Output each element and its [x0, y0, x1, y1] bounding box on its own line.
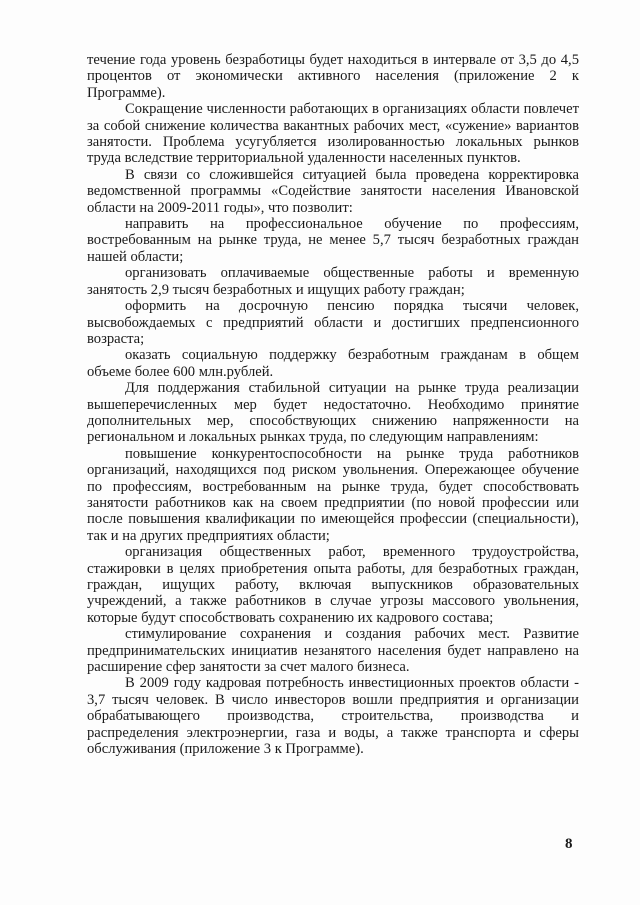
paragraph: В связи со сложившейся ситуацией была проведена корректировка ведомственной программы «Содействие занятости населения Ивановской области на 2009-2011 годы», что позволит:	[87, 166, 579, 216]
list-item: оформить на досрочную пенсию порядка тысячи человек, высвобождаемых с предприятий области и достигших предпенсионного возраста;	[87, 298, 579, 347]
list-item: организация общественных работ, временного трудоустройства, стажировки в целях приобретения опыта работы, для безработных граждан, граждан, ищущих работу, включая выпускников образовательных учреждений, а также работников в случае угрозы массового увольнения, которые будут способствовать сохранению их кадрового состава;	[87, 544, 579, 626]
paragraph: Сокращение численности работающих в организациях области повлечет за собой снижение количества вакантных рабочих мест, «сужение» вариантов занятости. Проблема усугубляется изолированностью локальных рынков труда вследствие территориальной удаленности населенных пунктов.	[87, 101, 579, 167]
list-item: направить на профессиональное обучение по профессиям, востребованным на рынке труда, не менее 5,7 тысяч безработных граждан нашей области;	[87, 216, 579, 265]
list-item: стимулирование сохранения и создания рабочих мест. Развитие предпринимательских инициатив незанятого населения будет направлено на расширение сфер занятости за счет малого бизнеса.	[87, 626, 579, 676]
paragraph: течение года уровень безработицы будет находиться в интервале от 3,5 до 4,5 процентов от экономически активного населения (приложение 2 к Программе).	[87, 52, 579, 101]
list-item: оказать социальную поддержку безработным гражданам в общем объеме более 600 млн.рублей.	[87, 347, 579, 380]
paragraph: Для поддержания стабильной ситуации на рынке труда реализации вышеперечисленных мер будет недостаточно. Необходимо принятие дополнительных мер, способствующих снижению напряженности на региональном и локальных рынках труда, по следующим направлениям:	[87, 380, 579, 446]
list-item: повышение конкурентоспособности на рынке труда работников организаций, находящихся под риском увольнения. Опережающее обучение по профессиям, востребованным на рынке труда, будет способствовать занятости работников как на своем предприятии (по новой профессии или после повышения квалификации по имеющейся профессии (специальности), так и на других предприятиях области;	[87, 445, 579, 544]
list-item: организовать оплачиваемые общественные работы и временную занятость 2,9 тысяч безработных и ищущих работу граждан;	[87, 265, 579, 298]
page-number: 8	[565, 836, 573, 852]
body-text	[87, 52, 579, 757]
paragraph: В 2009 году кадровая потребность инвестиционных проектов области - 3,7 тысяч человек. В число инвесторов вошли предприятия и организации обрабатывающего производства, строительства, производства и распределения электроэнергии, газа и воды, а также транспорта и сферы обслуживания (приложение 3 к Программе).	[87, 675, 579, 758]
